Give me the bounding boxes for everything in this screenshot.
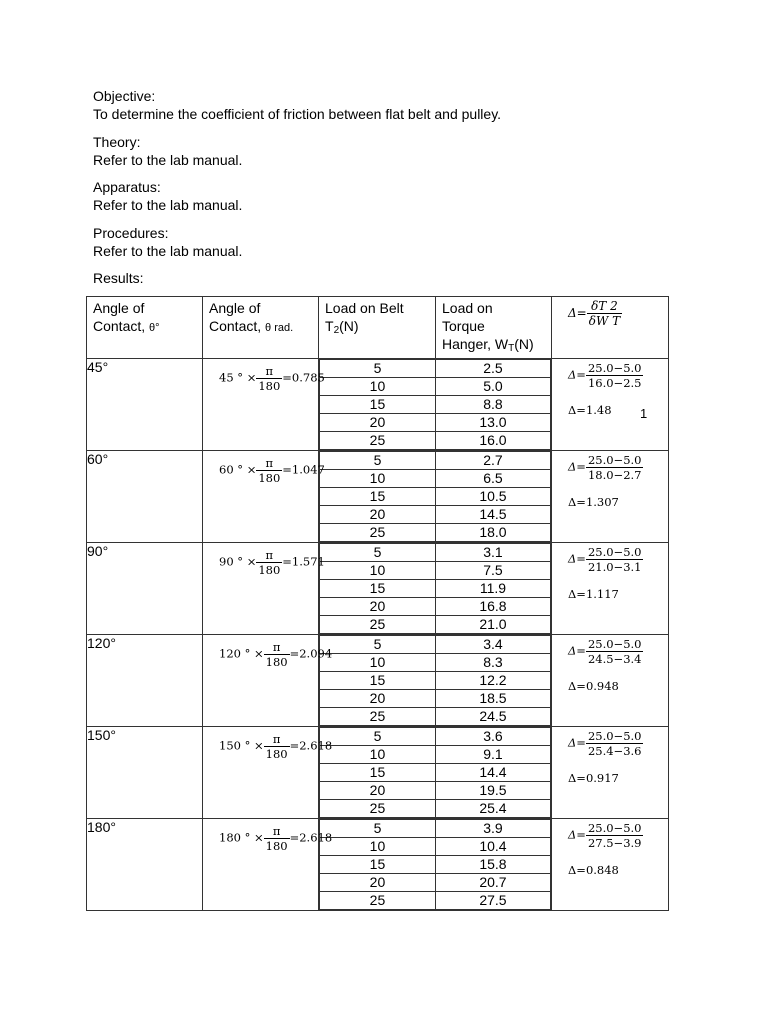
delta-fraction [586, 545, 644, 574]
angle-deg-value: 60° [87, 451, 109, 467]
load-torque-value: 5.0 [435, 378, 550, 396]
load-torque-value: 14.4 [435, 764, 550, 782]
load-torque-value: 15.8 [435, 856, 550, 874]
load-torque-value: 2.7 [435, 452, 550, 470]
load-torque-value: 6.5 [435, 470, 550, 488]
rad-numerator: π [256, 364, 282, 379]
rad-numerator: π [264, 732, 290, 747]
header-angle-deg-unit: θ° [149, 322, 160, 334]
rad-prefix: 60 ° × [219, 462, 257, 477]
load-belt-value: 25 [320, 524, 436, 542]
load-pair-row [320, 782, 551, 800]
delta-cell [552, 543, 669, 635]
rad-fraction [264, 824, 290, 853]
load-pair-row [320, 524, 551, 542]
load-pair-row [320, 544, 551, 562]
rad-expression [219, 732, 333, 761]
load-pair-row [320, 746, 551, 764]
delta-expression [568, 821, 643, 850]
angle-rad-cell [203, 819, 333, 911]
load-pair-row [320, 616, 551, 634]
load-pair-row [320, 838, 551, 856]
procedures-section [93, 224, 242, 260]
procedures-heading: Procedures: [93, 225, 169, 241]
angle-rad-cell [203, 359, 325, 451]
delta-fraction [586, 821, 644, 850]
header-angle-deg-line1: Angle of [93, 300, 145, 316]
load-belt-value: 20 [320, 414, 436, 432]
delta-fraction [586, 453, 644, 482]
header-load-belt-line2: T [325, 318, 334, 334]
rad-denominator: 180 [265, 839, 288, 853]
load-belt-value: 20 [320, 598, 436, 616]
header-delta-lhs: Δ= [568, 306, 587, 320]
load-torque-value: 16.0 [435, 432, 550, 450]
angle-rad-cell [203, 451, 325, 543]
load-pair-row [320, 800, 551, 818]
rad-denominator: 180 [258, 471, 281, 485]
delta-fraction [586, 729, 644, 758]
delta-numerator: 25.0−5.0 [587, 821, 642, 835]
delta-denominator: 27.5−3.9 [587, 836, 642, 850]
load-torque-value: 3.4 [435, 636, 550, 654]
load-torque-value: 11.9 [435, 580, 550, 598]
load-pairs-table [319, 543, 551, 634]
rad-result: =1.571 [282, 554, 325, 569]
header-angle-rad-line2: Contact, [209, 318, 266, 334]
angle-rad-cell [203, 543, 325, 635]
header-load-torque-line1: Load on [442, 300, 493, 316]
load-belt-value: 25 [320, 800, 436, 818]
load-belt-value: 15 [320, 672, 436, 690]
delta-numerator: 25.0−5.0 [587, 545, 642, 559]
rad-result: =1.047 [282, 462, 325, 477]
delta-numerator: 25.0−5.0 [587, 453, 642, 467]
theory-section [93, 133, 242, 169]
rad-fraction [264, 732, 290, 761]
delta-result: Δ=0.948 [568, 679, 619, 693]
delta-result: Δ=0.917 [568, 771, 619, 785]
load-belt-value: 5 [320, 636, 436, 654]
load-belt-value: 25 [320, 708, 436, 726]
header-load-torque-line2: Torque [442, 318, 485, 334]
rad-expression [219, 824, 333, 853]
angle-deg-cell [87, 635, 203, 727]
delta-denominator: 18.0−2.7 [587, 468, 642, 482]
load-pairs-cell [319, 727, 552, 819]
rad-denominator: 180 [258, 379, 281, 393]
header-delta [552, 297, 669, 359]
header-load-torque-unit: (N) [514, 336, 534, 352]
load-belt-value: 10 [320, 654, 436, 672]
load-torque-value: 21.0 [435, 616, 550, 634]
rad-numerator: π [256, 548, 282, 563]
delta-expression [568, 545, 643, 574]
delta-lhs: Δ= [568, 735, 586, 750]
delta-denominator: 24.5−3.4 [587, 652, 642, 666]
load-belt-value: 15 [320, 764, 436, 782]
load-pair-row [320, 708, 551, 726]
rad-prefix: 150 ° × [219, 738, 264, 753]
delta-numerator: 25.0−5.0 [587, 729, 642, 743]
load-pair-row [320, 654, 551, 672]
load-pairs-cell [319, 543, 552, 635]
load-torque-value: 14.5 [435, 506, 550, 524]
load-torque-value: 25.4 [435, 800, 550, 818]
theory-heading: Theory: [93, 134, 141, 150]
load-belt-value: 15 [320, 856, 436, 874]
load-belt-value: 15 [320, 396, 436, 414]
delta-fraction [586, 361, 644, 390]
load-belt-value: 20 [320, 506, 436, 524]
load-belt-value: 5 [320, 544, 436, 562]
table-row [87, 819, 669, 911]
load-belt-value: 10 [320, 378, 436, 396]
header-angle-rad [203, 297, 319, 359]
header-angle-deg [87, 297, 203, 359]
objective-section [93, 87, 501, 123]
load-pair-row [320, 874, 551, 892]
load-belt-value: 10 [320, 470, 436, 488]
delta-denominator: 21.0−3.1 [587, 560, 642, 574]
load-belt-value: 20 [320, 782, 436, 800]
apparatus-text: Refer to the lab manual. [93, 197, 243, 213]
load-pair-row [320, 892, 551, 910]
load-pair-row [320, 396, 551, 414]
header-load-belt-sub: 2 [333, 325, 340, 336]
theory-text: Refer to the lab manual. [93, 152, 243, 168]
delta-cell [552, 819, 669, 911]
objective-text: To determine the coefficient of friction between flat belt and pulley. [93, 106, 502, 122]
angle-deg-cell [87, 819, 203, 911]
load-pair-row [320, 856, 551, 874]
load-pair-row [320, 452, 551, 470]
angle-deg-value: 150° [87, 727, 116, 743]
load-torque-value: 18.5 [435, 690, 550, 708]
rad-denominator: 180 [265, 655, 288, 669]
load-belt-value: 25 [320, 616, 436, 634]
delta-expression [568, 361, 643, 390]
load-belt-value: 10 [320, 746, 436, 764]
rad-prefix: 180 ° × [219, 830, 264, 845]
load-pairs-table [319, 819, 551, 910]
load-torque-value: 20.7 [435, 874, 550, 892]
rad-numerator: π [264, 640, 290, 655]
delta-expression [568, 453, 643, 482]
rad-prefix: 90 ° × [219, 554, 257, 569]
apparatus-heading: Apparatus: [93, 179, 161, 195]
load-pairs-cell [319, 359, 552, 451]
load-torque-value: 3.1 [435, 544, 550, 562]
delta-lhs: Δ= [568, 367, 586, 382]
delta-expression [568, 637, 643, 666]
rad-result: =2.618 [289, 738, 333, 753]
delta-result: Δ=1.307 [568, 495, 619, 509]
load-pair-row [320, 562, 551, 580]
rad-expression [219, 548, 325, 577]
rad-numerator: π [256, 456, 282, 471]
load-belt-value: 20 [320, 874, 436, 892]
load-pairs-cell [319, 819, 552, 911]
load-torque-value: 10.4 [435, 838, 550, 856]
load-pair-row [320, 764, 551, 782]
angle-rad-cell [203, 635, 333, 727]
delta-numerator: 25.0−5.0 [587, 637, 642, 651]
load-pairs-cell [319, 451, 552, 543]
angle-deg-value: 180° [87, 819, 116, 835]
load-pairs-table [319, 727, 551, 818]
delta-cell [552, 451, 669, 543]
rad-result: =2.094 [289, 646, 333, 661]
load-pair-row [320, 598, 551, 616]
header-delta-fraction [587, 299, 622, 328]
load-pairs-table [319, 451, 551, 542]
delta-denominator: 16.0−2.5 [587, 376, 642, 390]
procedures-text: Refer to the lab manual. [93, 243, 243, 259]
header-load-belt [319, 297, 436, 359]
delta-fraction [586, 637, 644, 666]
objective-heading: Objective: [93, 88, 156, 104]
load-pair-row [320, 820, 551, 838]
load-pair-row [320, 672, 551, 690]
load-pairs-table [319, 359, 551, 450]
delta-lhs: Δ= [568, 551, 586, 566]
load-pair-row [320, 728, 551, 746]
load-torque-value: 19.5 [435, 782, 550, 800]
rad-expression [219, 364, 325, 393]
results-table [86, 296, 669, 911]
load-belt-value: 10 [320, 562, 436, 580]
delta-result: Δ=1.48 [568, 403, 612, 417]
angle-rad-cell [203, 727, 333, 819]
load-pair-row [320, 690, 551, 708]
delta-expression [568, 729, 643, 758]
delta-cell [552, 727, 669, 819]
table-row [87, 727, 669, 819]
load-pair-row [320, 432, 551, 450]
angle-deg-cell [87, 543, 203, 635]
load-torque-value: 3.6 [435, 728, 550, 746]
header-load-belt-unit: (N) [339, 318, 359, 334]
load-torque-value: 8.8 [435, 396, 550, 414]
header-load-torque-sub: T [508, 343, 515, 354]
load-pair-row [320, 378, 551, 396]
header-load-torque [436, 297, 552, 359]
load-torque-value: 7.5 [435, 562, 550, 580]
delta-result: Δ=1.117 [568, 587, 619, 601]
load-torque-value: 2.5 [435, 360, 550, 378]
load-pairs-cell [319, 635, 552, 727]
header-load-torque-line3: Hanger, W [442, 336, 509, 352]
load-pair-row [320, 636, 551, 654]
table-row [87, 359, 669, 451]
load-torque-value: 3.9 [435, 820, 550, 838]
table-row [87, 543, 669, 635]
load-belt-value: 20 [320, 690, 436, 708]
load-pair-row [320, 506, 551, 524]
load-belt-value: 5 [320, 452, 436, 470]
load-belt-value: 25 [320, 892, 436, 910]
rad-fraction [256, 548, 282, 577]
angle-deg-cell [87, 727, 203, 819]
rad-expression [219, 640, 333, 669]
load-pair-row [320, 580, 551, 598]
rad-prefix: 45 ° × [219, 370, 257, 385]
rad-numerator: π [264, 824, 290, 839]
rad-prefix: 120 ° × [219, 646, 264, 661]
header-angle-deg-line2: Contact, [93, 318, 150, 334]
delta-cell [552, 635, 669, 727]
angle-deg-value: 120° [87, 635, 116, 651]
load-belt-value: 15 [320, 580, 436, 598]
load-belt-value: 25 [320, 432, 436, 450]
load-torque-value: 16.8 [435, 598, 550, 616]
rad-expression [219, 456, 325, 485]
load-torque-value: 8.3 [435, 654, 550, 672]
header-angle-rad-line1: Angle of [209, 300, 261, 316]
results-heading: Results: [93, 270, 144, 286]
load-belt-value: 5 [320, 728, 436, 746]
load-torque-value: 12.2 [435, 672, 550, 690]
table-header-row [87, 297, 669, 359]
load-pair-row [320, 414, 551, 432]
rad-denominator: 180 [265, 747, 288, 761]
angle-deg-value: 45° [87, 359, 109, 375]
load-torque-value: 13.0 [435, 414, 550, 432]
table-row [87, 635, 669, 727]
load-torque-value: 18.0 [435, 524, 550, 542]
rad-denominator: 180 [258, 563, 281, 577]
angle-deg-cell [87, 451, 203, 543]
results-section [93, 269, 144, 287]
angle-deg-cell [87, 359, 203, 451]
rad-fraction [264, 640, 290, 669]
header-delta-numerator: δT 2 [587, 299, 622, 314]
rad-fraction [256, 456, 282, 485]
header-load-belt-line1: Load on Belt [325, 300, 404, 316]
load-belt-value: 5 [320, 820, 436, 838]
delta-cell [552, 359, 669, 451]
load-torque-value: 9.1 [435, 746, 550, 764]
load-belt-value: 10 [320, 838, 436, 856]
load-pair-row [320, 470, 551, 488]
margin-mark: 1 [640, 406, 648, 421]
rad-result: =0.785 [282, 370, 325, 385]
delta-result: Δ=0.848 [568, 863, 619, 877]
rad-result: =2.618 [289, 830, 333, 845]
header-angle-rad-unit: θ rad. [265, 322, 294, 334]
load-torque-value: 27.5 [435, 892, 550, 910]
rad-fraction [256, 364, 282, 393]
delta-numerator: 25.0−5.0 [587, 361, 642, 375]
load-torque-value: 24.5 [435, 708, 550, 726]
load-pair-row [320, 360, 551, 378]
delta-lhs: Δ= [568, 643, 586, 658]
load-pair-row [320, 488, 551, 506]
header-delta-denominator: δW T [588, 314, 621, 328]
delta-lhs: Δ= [568, 827, 586, 842]
delta-denominator: 25.4−3.6 [587, 744, 642, 758]
table-row [87, 451, 669, 543]
load-torque-value: 10.5 [435, 488, 550, 506]
load-pairs-table [319, 635, 551, 726]
angle-deg-value: 90° [87, 543, 109, 559]
apparatus-section [93, 178, 242, 214]
delta-lhs: Δ= [568, 459, 586, 474]
load-belt-value: 15 [320, 488, 436, 506]
load-belt-value: 5 [320, 360, 436, 378]
